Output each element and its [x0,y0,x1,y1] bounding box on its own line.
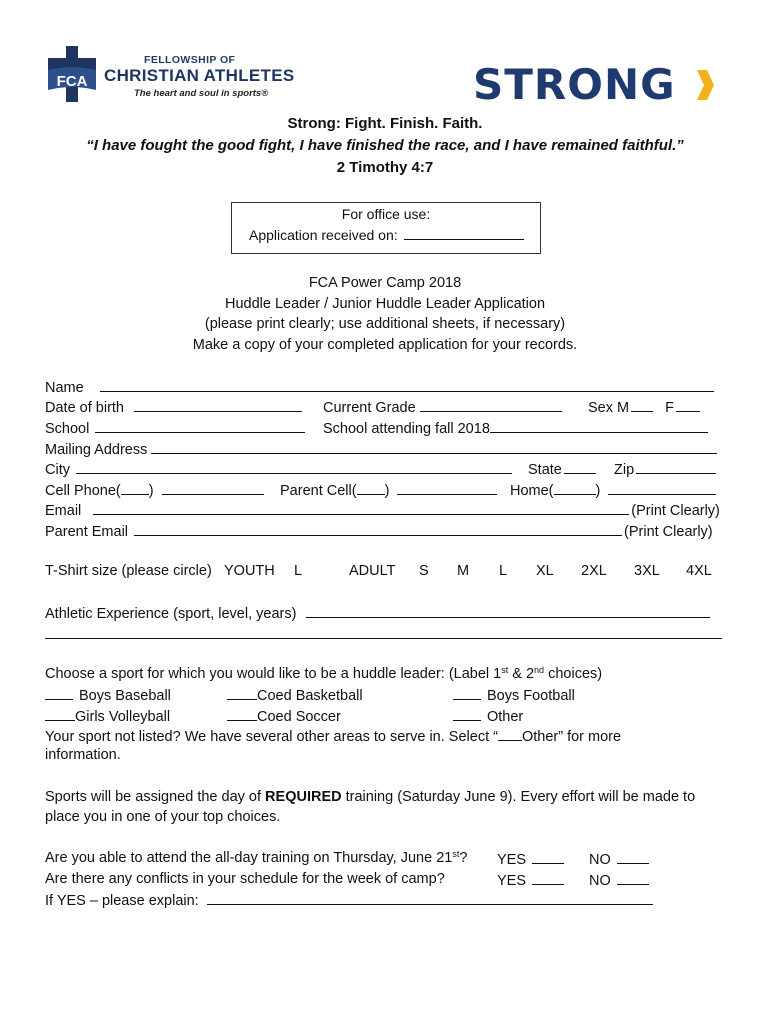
zip-label: Zip [614,462,635,478]
parent-email-field[interactable] [45,521,713,541]
tshirt-size-4xl[interactable]: 4XL [686,563,712,579]
strong-wordmark: STRONG [473,60,676,109]
email-field[interactable] [45,500,720,520]
tshirt-size-s[interactable]: S [419,563,429,579]
athletic-experience-line-2[interactable] [45,638,722,639]
option-coed-basketball[interactable]: Coed Basketball [227,685,363,705]
question-conflicts: Are there any conflicts in your schedule for the week of camp? [45,871,445,887]
fca-cross-icon [44,44,100,104]
athletic-experience-label: Athletic Experience (sport, level, years) [45,606,297,622]
tshirt-size-3xl[interactable]: 3XL [634,563,660,579]
chevron-right-icon [695,68,715,102]
grade-label: Current Grade [323,400,416,416]
school-field[interactable] [45,418,307,438]
tshirt-size-l[interactable]: L [499,563,508,579]
office-use-label: For office use: [341,206,431,222]
parent-email-label: Parent Email [45,524,129,540]
email-print-clearly: (Print Clearly) [631,503,720,519]
city-field[interactable] [45,459,514,479]
fca-tagline: The heart and soul in sports® [134,88,269,99]
tshirt-size-m[interactable]: M [457,563,470,579]
explain-field[interactable] [45,890,655,910]
intro-print-note: (please print clearly; use additional sheets, if necessary) [204,316,566,332]
cell-phone-field[interactable] [45,480,266,500]
tshirt-adult-label: ADULT [349,563,396,579]
intro-application: Huddle Leader / Junior Huddle Leader Application [224,296,546,312]
school-fall-field[interactable] [323,418,710,438]
dob-field[interactable] [45,397,304,417]
tshirt-label: T-Shirt size (please circle) [45,563,212,579]
option-girls-volleyball[interactable]: Girls Volleyball [45,706,170,726]
training-yes[interactable]: YES [497,849,566,869]
sex-label: Sex [588,400,613,416]
option-boys-football[interactable]: Boys Football [453,685,575,705]
intro-copy-note: Make a copy of your completed application for your records. [192,337,578,353]
explain-label: If YES – please explain: [45,893,199,909]
option-boys-baseball[interactable]: Boys Baseball [45,685,171,705]
office-use-box [231,202,541,254]
email-label: Email [45,503,82,519]
tshirt-youth-label: YOUTH [224,563,275,579]
name-label: Name [45,380,84,396]
fca-org-top: FELLOWSHIP OF [144,54,236,66]
title-line: Strong: Fight. Finish. Faith. [287,115,483,132]
application-received-field[interactable] [249,225,526,243]
cell-phone-label: Cell Phone( [45,483,121,499]
option-coed-soccer[interactable]: Coed Soccer [227,706,341,726]
conflicts-yes[interactable]: YES [497,870,566,890]
tshirt-youth-l[interactable]: L [294,563,303,579]
cell-phone-close: ) [148,483,154,499]
parent-cell-close: ) [384,483,390,499]
parent-cell-label: Parent Cell( [280,483,357,499]
grade-field[interactable] [323,397,564,417]
state-label: State [528,462,562,478]
school-label: School [45,421,90,437]
application-received-label: Application received on: [249,227,398,243]
assignment-text: Sports will be assigned the day of REQUIRED training (Saturday June 9). Every effort will be made to [45,789,696,805]
mailing-field[interactable] [45,439,719,459]
conflicts-no[interactable]: NO [589,870,651,890]
training-no[interactable]: NO [589,849,651,869]
dob-label: Date of birth [45,400,124,416]
home-label: Home( [510,483,554,499]
sport-choice-prompt: Choose a sport for which you would like to be a huddle leader: (Label 1st & 2nd choices) [45,665,603,682]
city-label: City [45,462,70,478]
athletic-experience-field[interactable] [45,603,712,623]
tshirt-size-2xl[interactable]: 2XL [581,563,607,579]
title-reference: 2 Timothy 4:7 [336,159,434,176]
parent-email-print-clearly: (Print Clearly) [624,524,713,540]
sex-f-label: F [665,400,675,416]
assignment-text-2: place you in one of your top choices. [45,809,281,825]
option-other[interactable]: Other [453,706,523,726]
state-field[interactable] [528,459,598,479]
fca-monogram: FCA [56,73,88,90]
not-listed-text-2: information. [45,747,121,763]
zip-field[interactable] [614,459,718,479]
strong-logo [473,60,723,109]
mailing-label: Mailing Address [45,442,148,458]
parent-cell-field[interactable] [280,480,499,500]
not-listed-text: Your sport not listed? We have several other areas to serve in. Select “ Other” for more [45,726,621,746]
fca-logo [44,44,294,104]
intro-camp: FCA Power Camp 2018 [308,275,462,291]
school-fall-label: School attending fall 2018 [323,421,490,437]
title-quote: “I have fought the good fight, I have finished the race, and I have remained faithful.” [86,137,684,154]
name-field[interactable] [45,377,716,397]
tshirt-size-xl[interactable]: XL [536,563,554,579]
fca-org-main: CHRISTIAN ATHLETES [104,66,295,85]
sex-field[interactable] [588,397,702,417]
question-training: Are you able to attend the all-day training on Thursday, June 21st? [45,849,468,866]
home-phone-field[interactable] [510,480,718,500]
home-close: ) [595,483,601,499]
sex-m-label: M [617,400,630,416]
